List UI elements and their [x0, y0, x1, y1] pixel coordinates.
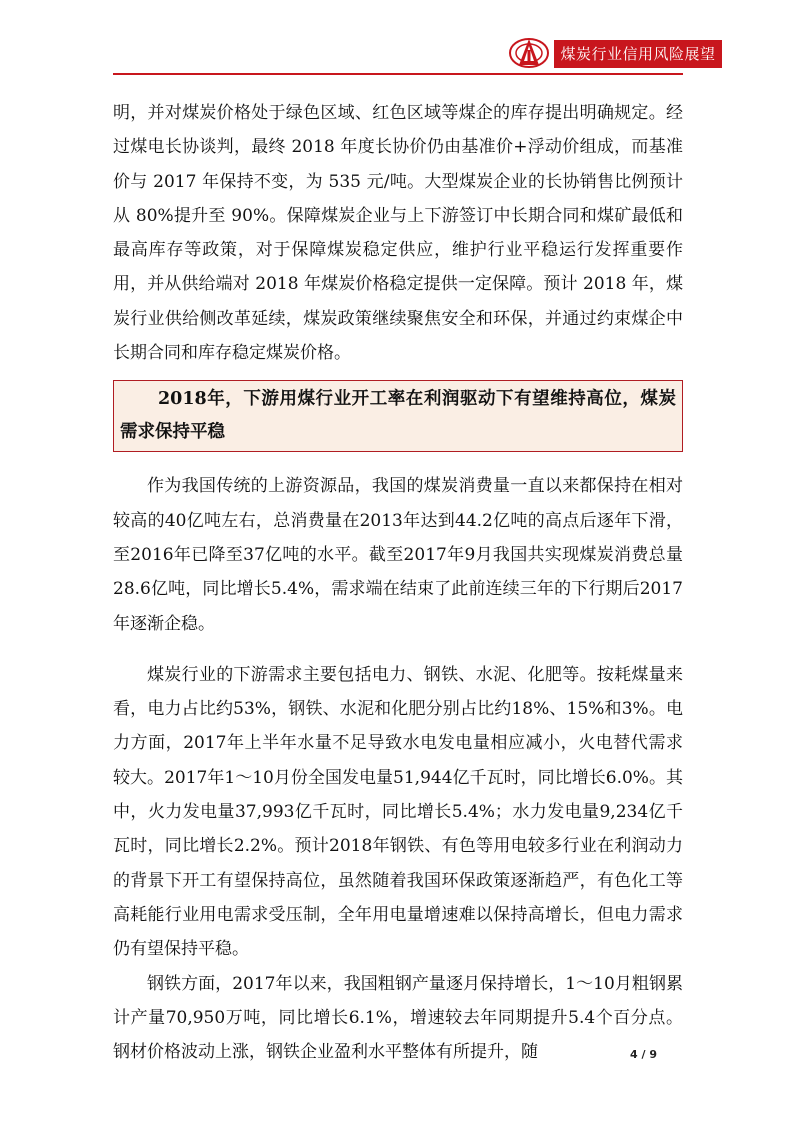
page-number: 4 / 9: [630, 1048, 657, 1061]
paragraph-coal-policy: 明，并对煤炭价格处于绿色区域、红色区域等煤企的库存提出明确规定。经过煤电长协谈判，最终 2018 年度长协价仍由基准价+浮动价组成，而基准价与 2017 年保持不变，为 535 元/吨。大型煤炭企业的长协销售比例预计从 80%提升至 90%。保障煤炭企业与上下游签订中长期合同和煤矿最低和最高库存等政策，对于保障煤炭稳定供应，维护行业平稳运行发挥重要作用，并从供给端对 2018 年煤炭价格稳定提供一定保障。预计 2018 年，煤炭行业供给侧改革延续，煤炭政策继续聚焦安全和环保，并通过约束煤企中长期合同和库存稳定煤炭价格。: [113, 103, 683, 364]
paragraph-steel: 钢铁方面，2017年以来，我国粗钢产量逐月保持增长，1～10月粗钢累计产量70,950万吨，同比增长6.1%，增速较去年同期提升5.4个百分点。钢材价格波动上涨，钢铁企业盈利水平整体有所提升，随: [113, 973, 683, 1063]
header-divider: [113, 73, 683, 75]
page-body: [113, 96, 683, 1069]
header-title: 煤炭行业信用风险展望: [554, 40, 722, 68]
section-title: 2018年，下游用煤行业开工率在利润驱动下有望维持高位，煤炭需求保持平稳: [120, 389, 676, 443]
page-header: [0, 0, 793, 80]
paragraph-coal-consumption: 作为我国传统的上游资源品，我国的煤炭消费量一直以来都保持在相对较高的40亿吨左右，总消费量在2013年达到44.2亿吨的高点后逐年下滑，至2016年已降至37亿吨的水平。截至2017年9月我国共实现煤炭消费总量28.6亿吨，同比增长5.4%，需求端在结束了此前连续三年的下行期后2017年逐渐企稳。: [113, 476, 683, 634]
paragraph-downstream-demand: 煤炭行业的下游需求主要包括电力、钢铁、水泥、化肥等。按耗煤量来看，电力占比约53%，钢铁、水泥和化肥分别占比约18%、15%和3%。电力方面，2017年上半年水量不足导致水电发电量相应减小，火电替代需求较大。2017年1～10月份全国发电量51,944亿千瓦时，同比增长6.0%。其中，火力发电量37,993亿千瓦时，同比增长5.4%；水力发电量9,234亿千瓦时，同比增长2.2%。预计2018年钢铁、有色等用电较多行业在利润动力的背景下开工有望保持高位，虽然随着我国环保政策逐渐趋严，有色化工等高耗能行业用电需求受压制，全年用电量增速难以保持高增长，但电力需求仍有望保持平稳。: [113, 664, 683, 960]
company-logo-icon: [508, 36, 550, 70]
section-heading-box: [113, 380, 683, 452]
